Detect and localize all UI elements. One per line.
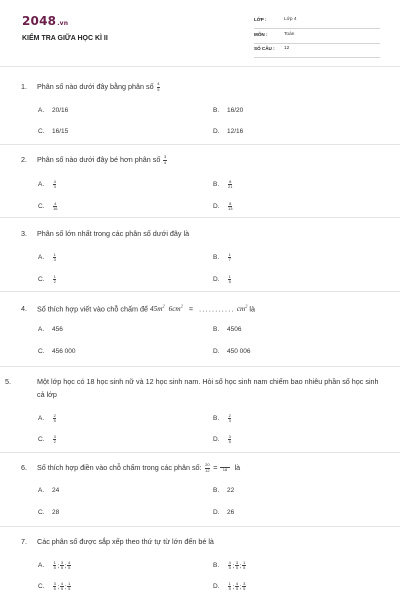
question-prompt: Phân số lớn nhất trong các phân số dưới đây là <box>37 229 190 238</box>
question-prompt: Một lớp học có 18 học sinh nữ và 12 học sinh nam. Hỏi số học sinh nam chiếm bao nhiêu phần số học sinh cả lớp <box>37 377 379 399</box>
numerator: 4 <box>60 581 64 586</box>
numerator: 1 <box>53 252 56 257</box>
numerator: 2 <box>53 413 56 418</box>
numerator: 1 <box>53 560 56 565</box>
option-letter: D. <box>213 436 220 444</box>
fraction <box>53 582 56 591</box>
fraction <box>53 253 56 262</box>
question-prompt: Số thích hợp điền vào chỗ chấm trong các phân số: <box>37 463 202 472</box>
option-letter: A. <box>38 181 45 189</box>
question-divider <box>0 452 400 453</box>
fraction <box>228 414 231 423</box>
site-logo[interactable] <box>22 14 68 28</box>
numerator: 4 <box>157 81 160 87</box>
header-divider <box>0 66 400 67</box>
numerator: 4 <box>68 560 71 565</box>
option-c[interactable] <box>38 435 57 444</box>
expression-value: 45m <box>150 305 163 314</box>
option-letter: A. <box>38 487 45 494</box>
numerator: 2 <box>228 413 231 418</box>
question-text <box>21 153 371 166</box>
exam-title: KIỂM TRA GIỮA HỌC KÌ II <box>22 35 108 42</box>
option-a[interactable] <box>38 253 57 262</box>
numerator: 3 <box>53 434 56 439</box>
option-a[interactable] <box>38 487 59 494</box>
question-text <box>21 535 371 548</box>
question-divider <box>0 144 400 145</box>
option-d[interactable] <box>213 509 234 516</box>
option-d[interactable] <box>213 275 232 284</box>
expression-value: cm <box>236 305 246 314</box>
fraction <box>67 561 70 570</box>
option-text: 4506 <box>227 326 242 333</box>
denominator: 5 <box>60 586 64 592</box>
denominator: 13 <box>228 206 233 212</box>
question-number: 4. <box>21 304 27 314</box>
option-letter: B. <box>213 415 220 423</box>
equals-sign: = <box>188 304 194 314</box>
option-c[interactable] <box>38 348 76 355</box>
question-number: 3. <box>21 229 27 238</box>
denominator: 7 <box>228 257 231 263</box>
denominator: 5 <box>53 586 56 592</box>
question-text <box>21 461 371 474</box>
fraction <box>53 561 56 570</box>
option-b[interactable] <box>213 180 233 189</box>
fraction <box>228 275 231 284</box>
meta-value: 12 <box>284 46 290 51</box>
denominator: 5 <box>60 565 64 571</box>
meta-row-class <box>254 14 380 29</box>
option-text: 20/16 <box>52 107 69 114</box>
fraction-blank[interactable] <box>220 463 229 472</box>
fill-in-blank[interactable]: ........... <box>199 306 235 314</box>
option-letter: A. <box>38 254 45 262</box>
numerator: 1 <box>243 560 246 565</box>
denominator: 2 <box>53 439 56 445</box>
option-letter: D. <box>213 203 220 211</box>
question-text <box>5 375 381 401</box>
fraction <box>157 82 160 91</box>
denominator: 3 <box>53 184 56 190</box>
option-c[interactable] <box>38 128 68 135</box>
question-tail: là <box>234 463 241 472</box>
meta-key: MÔN : <box>254 32 268 37</box>
option-letter: B. <box>213 487 220 494</box>
numerator: 20 <box>205 462 210 468</box>
numerator: 1 <box>228 274 231 279</box>
option-a[interactable] <box>38 180 57 189</box>
question-text <box>21 227 371 240</box>
logo-suffix: .vn <box>57 20 69 27</box>
option-b[interactable] <box>213 487 234 494</box>
meta-row-subject <box>254 29 380 44</box>
option-text: 24 <box>52 487 60 494</box>
fraction <box>205 463 211 472</box>
denominator: 3 <box>53 257 56 263</box>
fraction <box>228 582 231 591</box>
denominator: 5 <box>228 439 231 445</box>
option-c[interactable] <box>38 275 57 284</box>
option-text: 22 <box>227 487 235 494</box>
option-letter: D. <box>213 276 220 284</box>
worksheet-header <box>0 0 400 60</box>
option-b[interactable] <box>213 326 241 333</box>
fraction <box>242 561 245 570</box>
numerator: 1 <box>68 581 71 586</box>
numerator: 1 <box>228 581 231 586</box>
exponent: 2 <box>162 304 165 309</box>
option-d[interactable]: D. $\frac{1}{5}$ ; $\frac{4}{5}$ ; $\frac{3}{5}$ <box>213 581 246 592</box>
option-letter: D. <box>213 128 220 135</box>
numerator: 3 <box>163 154 167 160</box>
denominator: 16 <box>53 206 58 212</box>
option-letter: C. <box>38 203 45 211</box>
option-text: 28 <box>52 509 60 516</box>
numerator: 4 <box>53 179 56 184</box>
question-prompt: Các phân số được sắp xếp theo thứ tự từ lớn đến bé là <box>37 537 214 546</box>
denominator: 5 <box>235 586 239 592</box>
numerator: 1 <box>228 252 231 257</box>
fraction <box>235 582 238 591</box>
denominator: 5 <box>68 586 71 592</box>
option-letter: C. <box>38 436 45 444</box>
option-text: 450 006 <box>227 348 251 355</box>
option-letter: B. <box>213 326 220 333</box>
meta-value: Toán <box>284 32 295 37</box>
denominator: 5 <box>243 586 246 592</box>
numerator: 3 <box>60 560 64 565</box>
question-number: 6. <box>21 463 27 472</box>
option-text: 16/15 <box>52 128 69 135</box>
numerator: 8 <box>229 201 232 206</box>
meta-key: SỐ CÂU : <box>254 46 275 51</box>
option-letter: D. <box>213 348 220 355</box>
fraction <box>53 414 56 423</box>
fraction <box>53 275 56 284</box>
numerator: 3 <box>243 581 246 586</box>
numerator: 3 <box>53 581 56 586</box>
expression-part <box>150 305 165 313</box>
denominator: 5 <box>228 279 231 285</box>
option-letter: C. <box>38 128 45 135</box>
denominator: 5 <box>228 565 231 571</box>
fraction <box>60 561 63 570</box>
question-prompt: Phân số nào dưới đây bằng phân số <box>37 82 154 91</box>
option-b[interactable]: B. $\frac{4}{5}$ ; $\frac{3}{5}$ ; $\frac{1}{5}$ <box>213 560 246 571</box>
option-letter: C. <box>38 583 45 591</box>
denominator: 3 <box>228 418 231 424</box>
option-d[interactable] <box>213 202 233 211</box>
fraction <box>228 253 231 262</box>
option-d[interactable] <box>213 128 243 135</box>
option-letter: C. <box>38 509 45 516</box>
denominator: 18 <box>222 467 228 473</box>
option-c[interactable] <box>38 202 58 211</box>
denominator: 5 <box>68 565 71 571</box>
exponent: 2 <box>245 304 248 309</box>
option-text: 26 <box>227 509 235 516</box>
fraction <box>228 561 231 570</box>
exponent: 2 <box>180 304 183 309</box>
meta-row-count <box>254 43 380 58</box>
logo-text: 2048 <box>22 14 57 28</box>
option-b[interactable] <box>213 414 232 423</box>
equals-sign: = <box>213 463 218 472</box>
denominator: 5 <box>157 86 160 92</box>
question-prompt: Phân số nào dưới đây bé hơn phân số <box>37 155 161 164</box>
option-letter: A. <box>38 562 45 570</box>
fraction <box>228 180 232 189</box>
expression-value: 6cm <box>168 305 181 314</box>
denominator: 4 <box>163 159 167 165</box>
numerator: 3 <box>235 560 239 565</box>
option-text: 456 <box>52 326 63 333</box>
denominator: 21 <box>228 184 233 190</box>
fraction <box>163 155 166 164</box>
numerator: 1 <box>53 274 56 279</box>
denominator: 5 <box>53 418 56 424</box>
question-text <box>21 80 371 93</box>
question-number: 1. <box>21 82 27 91</box>
numerator: 8 <box>229 179 232 184</box>
question-divider <box>0 526 400 527</box>
question-text <box>21 300 371 316</box>
option-a[interactable] <box>38 414 57 423</box>
fraction <box>228 202 232 211</box>
question-number: 7. <box>21 537 27 546</box>
option-d[interactable] <box>213 348 251 355</box>
fraction <box>228 435 231 444</box>
denominator: 5 <box>243 565 246 571</box>
option-letter: A. <box>38 107 45 114</box>
option-letter: B. <box>213 107 220 114</box>
fraction <box>53 180 56 189</box>
option-a[interactable]: A. $\frac{1}{5}$ ; $\frac{3}{5}$ ; $\frac{4}{5}$ <box>38 560 71 571</box>
option-letter: A. <box>38 415 45 423</box>
option-letter: C. <box>38 348 45 355</box>
meta-key: LỚP : <box>254 17 267 22</box>
question-number: 2. <box>21 155 27 164</box>
denominator: 12 <box>205 467 210 473</box>
option-letter: B. <box>213 562 220 570</box>
numerator: 4 <box>54 201 57 206</box>
fraction <box>53 435 56 444</box>
fraction <box>242 582 245 591</box>
question-divider <box>0 217 400 218</box>
numerator: 4 <box>228 560 231 565</box>
question-tail: là <box>249 304 256 314</box>
option-a[interactable] <box>38 326 63 333</box>
option-text: 456 000 <box>52 348 76 355</box>
fraction <box>235 561 238 570</box>
denominator: 5 <box>228 586 231 592</box>
expression-part <box>237 305 248 313</box>
option-a[interactable] <box>38 107 68 114</box>
fraction <box>67 582 70 591</box>
numerator: 4 <box>235 581 239 586</box>
option-letter: D. <box>213 509 220 516</box>
option-d[interactable] <box>213 435 232 444</box>
question-number: 5. <box>5 377 11 386</box>
option-text: 16/20 <box>227 107 244 114</box>
question-divider <box>0 366 400 367</box>
numerator: 3 <box>228 434 231 439</box>
option-text: 12/16 <box>227 128 244 135</box>
question-divider <box>0 291 400 292</box>
meta-value: Lớp 4 <box>284 17 297 22</box>
option-letter: B. <box>213 181 220 189</box>
question-prompt: Số thích hợp viết vào chỗ chấm để <box>37 304 148 314</box>
denominator: 5 <box>53 565 56 571</box>
option-c[interactable]: C. $\frac{3}{5}$ ; $\frac{4}{5}$ ; $\frac{1}{5}$ <box>38 581 71 592</box>
fraction <box>53 202 57 211</box>
fraction <box>60 582 63 591</box>
option-letter: A. <box>38 326 45 333</box>
option-letter: D. <box>213 583 220 591</box>
option-letter: B. <box>213 254 220 262</box>
expression-part <box>169 305 183 313</box>
option-letter: C. <box>38 276 45 284</box>
denominator: 5 <box>235 565 239 571</box>
option-b[interactable] <box>213 107 243 114</box>
option-c[interactable] <box>38 509 59 516</box>
denominator: 2 <box>53 279 56 285</box>
option-b[interactable] <box>213 253 232 262</box>
